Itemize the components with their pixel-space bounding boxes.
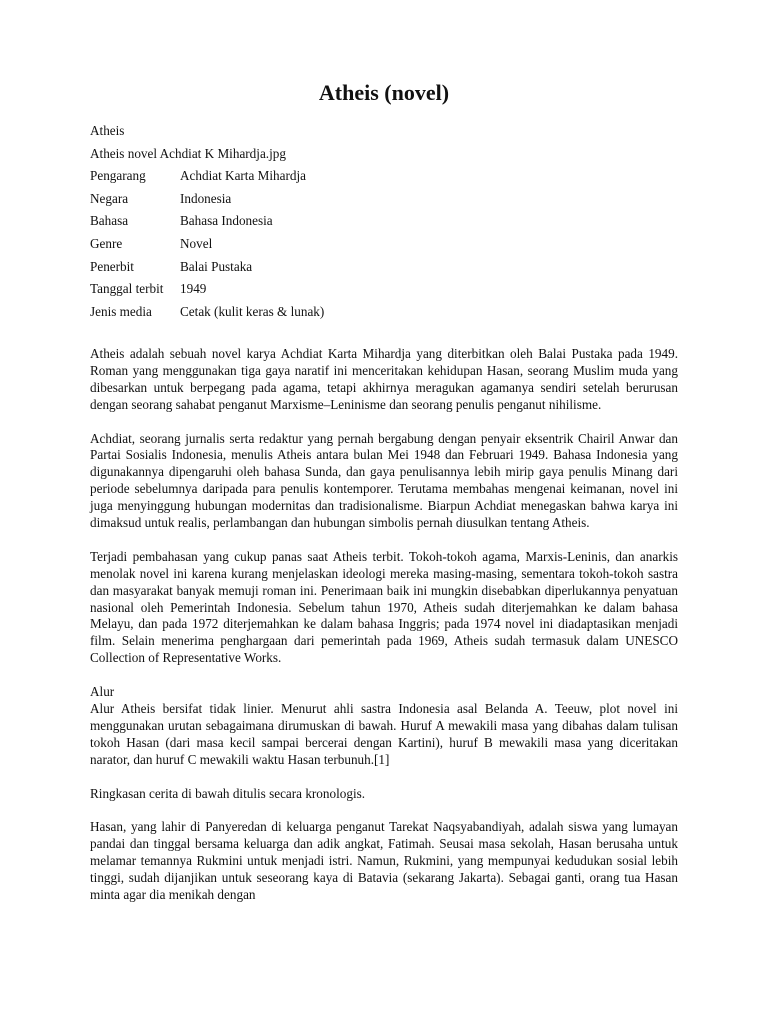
infobox-value: Novel xyxy=(180,235,213,251)
infobox-label: Pengarang xyxy=(90,168,146,184)
section-heading-alur: Alur xyxy=(90,684,115,700)
infobox-label: Jenis media xyxy=(90,303,152,319)
infobox-label: Bahasa xyxy=(90,213,129,229)
infobox-row xyxy=(90,301,324,324)
infobox-row xyxy=(90,233,324,256)
infobox-value: 1949 xyxy=(180,281,207,297)
infobox-label: Genre xyxy=(90,235,123,251)
paragraph-alur: Alur Atheis bersifat tidak linier. Menurut ahli sastra Indonesia asal Belanda A. Teeuw, plot novel ini menggunakan urutan sebagaimana dirumuskan di bawah. Huruf A mewakili masa yang dibahas dalam tulisan tokoh Hasan (dari masa kecil sampai bercerai dengan Kartini), huruf B mewakili masa yang diceritakan narator, dan huruf C mewakili waktu Hasan terbunuh.[1] xyxy=(90,700,678,767)
infobox-row xyxy=(90,278,324,301)
infobox xyxy=(90,120,678,323)
infobox-value: Balai Pustaka xyxy=(180,258,253,274)
paragraph-plot: Hasan, yang lahir di Panyeredan di keluarga penganut Tarekat Naqsyabandiyah, adalah siswa yang lumayan pandai dan tinggal bersama keluarga dan adik angkat, Fatimah. Seusai masa sekolah, Hasan berusaha untuk melamar temannya Rukmini untuk menjadi istri. Namun, Rukmini, yang mempunyai kedudukan sosial lebih tinggi, sudah dijanjikan untuk seseorang kaya di Batavia (sekarang Jakarta). Sebagai ganti, orang tua Hasan minta agar dia menikah dengan xyxy=(90,819,678,902)
infobox-label: Negara xyxy=(90,190,129,206)
infobox-row xyxy=(90,165,324,188)
infobox-value: Achdiat Karta Mihardja xyxy=(180,168,306,184)
infobox-value: Cetak (kulit keras & lunak) xyxy=(180,303,325,319)
infobox-value: Bahasa Indonesia xyxy=(180,213,273,229)
infobox-row xyxy=(90,210,324,233)
infobox-table xyxy=(90,165,324,323)
document-title: Atheis (novel) xyxy=(318,80,450,105)
infobox-value: Indonesia xyxy=(180,190,232,206)
infobox-name: Atheis xyxy=(90,123,125,138)
infobox-label: Penerbit xyxy=(90,258,134,274)
paragraph-background: Achdiat, seorang jurnalis serta redaktur yang pernah bergabung dengan penyair eksentrik Chairil Anwar dan Partai Sosialis Indonesia, menulis Atheis antara bulan Mei 1948 dan Februari 1949. Bahasa Indonesia yang digunakannya dipengaruhi oleh bahasa Sunda, dan gaya penulisannya lebih mirip gaya penulis Minang dari periode sebelumnya daripada para penulis kontemporer. Terutama membahas mengenai keimanan, novel ini juga menyinggung hubungan modernitas dan tradisionalisme. Biarpun Achdiat menegaskan bahwa karya ini dimaksud untuk realis, perlambangan dan hubungan simbolis pernah diusulkan tentang Atheis. xyxy=(90,430,678,531)
paragraph-reception: Terjadi pembahasan yang cukup panas saat Atheis terbit. Tokoh-tokoh agama, Marxis-Leninis, dan anarkis menolak novel ini karena kurang menjelaskan ideologi mereka masing-masing, sementara tokoh-tokoh sastra dan masyarakat banyak memuji roman ini. Penerimaan baik ini mungkin disebabkan diperlukannya penyatuan nasional oleh Pemerintah Indonesia. Sebelum tahun 1970, Atheis sudah diterjemahkan ke dalam bahasa Melayu, dan pada 1972 diterjemahkan ke dalam bahasa Inggris; pada 1974 novel ini diadaptasikan menjadi film. Selain menerima penghargaan dari pemerintah pada 1969, Atheis sudah termasuk dalam UNESCO Collection of Representative Works. xyxy=(90,548,678,666)
infobox-image-caption: Atheis novel Achdiat K Mihardja.jpg xyxy=(90,145,286,161)
infobox-row xyxy=(90,188,324,211)
paragraph-intro: Atheis adalah sebuah novel karya Achdiat Karta Mihardja yang diterbitkan oleh Balai Pustaka pada 1949. Roman yang menggunakan tiga gaya naratif ini menceritakan kehidupan Hasan, seorang Muslim muda yang dibesarkan untuk berpegang pada agama, tetapi akhirnya meragukan agamanya sendiri setelah berurusan dengan seorang sahabat penganut Marxisme–Leninisme dan seorang penulis penganut nihilisme. xyxy=(90,346,678,412)
infobox-label: Tanggal terbit xyxy=(90,281,164,297)
infobox-row xyxy=(90,256,324,279)
document-body xyxy=(90,346,678,904)
paragraph-summary-note: Ringkasan cerita di bawah ditulis secara kronologis. xyxy=(90,785,366,801)
